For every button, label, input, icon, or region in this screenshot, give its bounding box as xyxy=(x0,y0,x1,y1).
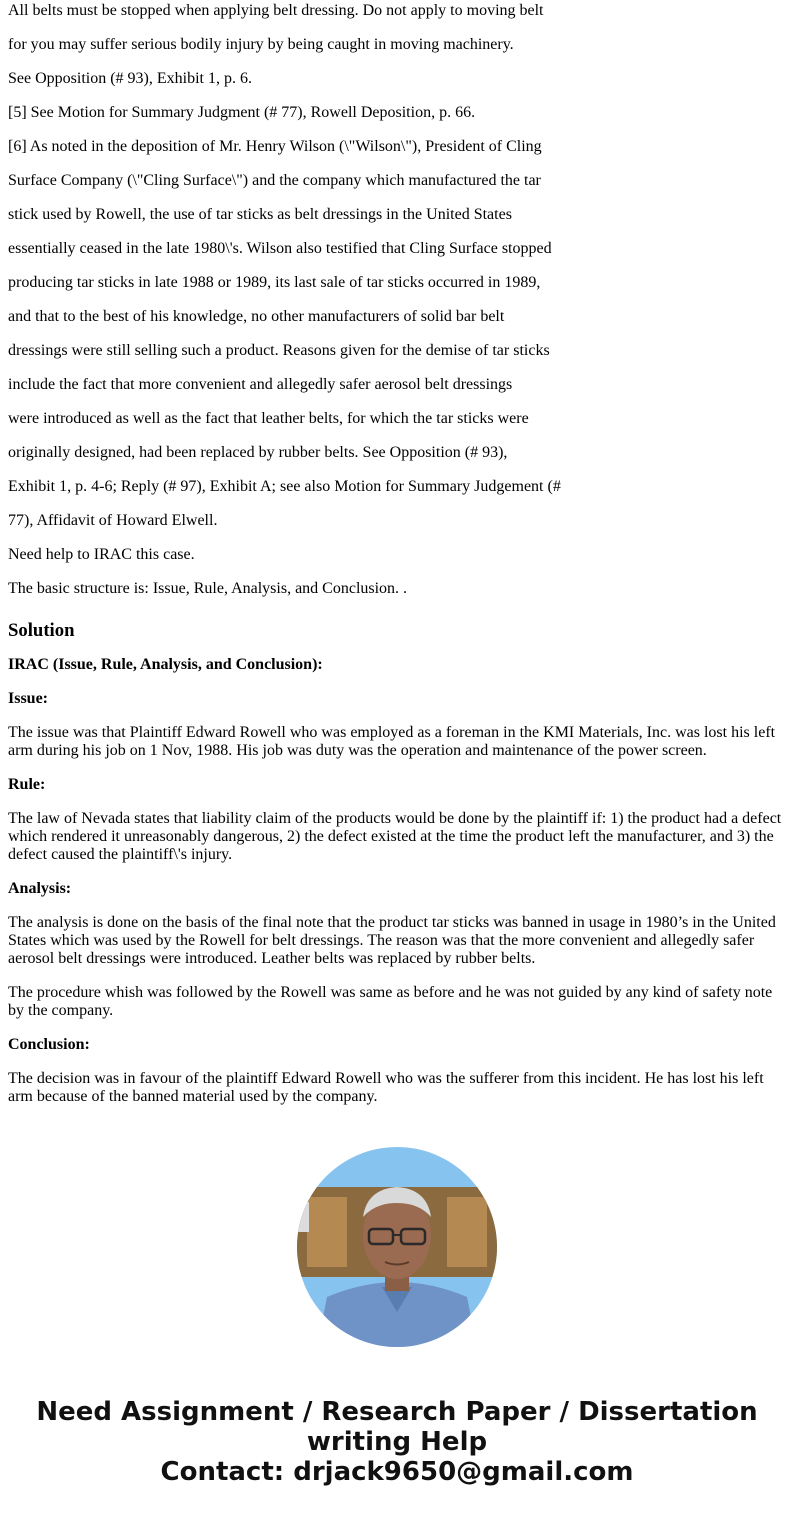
question-line: originally designed, had been replaced by rubber belts. See Opposition (# 93), xyxy=(8,444,508,461)
question-line: Need help to IRAC this case. xyxy=(8,546,195,563)
rule-text: The law of Nevada states that liability claim of the products would be done by the plaintiff if: 1) the product had a defect which rendered it unreasonably dangerous, 2) the defect existed at the time the product left the manufacturer, and 3) the defect caused the plaintiff\'s injury. xyxy=(8,810,782,863)
question-text xyxy=(8,0,786,606)
question-line: [5] See Motion for Summary Judgment (# 77), Rowell Deposition, p. 66. xyxy=(8,104,476,121)
issue-heading: Issue: xyxy=(8,690,49,707)
issue-text: The issue was that Plaintiff Edward Rowell who was employed as a foreman in the KMI Materials, Inc. was lost his left arm during his job on 1 Nov, 1988. His job was duty was the operation and maintenance of the power screen. xyxy=(8,724,776,759)
question-line: [6] As noted in the deposition of Mr. Henry Wilson (\"Wilson\"), President of Cling xyxy=(8,138,542,155)
analysis-text: The analysis is done on the basis of the final note that the product tar sticks was banned in usage in 1980’s in the United States which was used by the Rowell for belt dressings. The reason was that the more convenient and allegedly safer aerosol belt dressings were introduced. Leather belts was replaced by rubber belts. xyxy=(8,914,776,967)
question-line: stick used by Rowell, the use of tar sticks as belt dressings in the United States xyxy=(8,206,512,223)
question-line: The basic structure is: Issue, Rule, Analysis, and Conclusion. . xyxy=(8,580,408,597)
solution-title: Solution xyxy=(8,620,75,641)
rule-heading: Rule: xyxy=(8,776,46,793)
irac-heading: IRAC (Issue, Rule, Analysis, and Conclusion): xyxy=(8,656,323,673)
promo-line-1: Need Assignment / Research Paper / Dissertation xyxy=(36,1397,758,1427)
analysis-heading: Analysis: xyxy=(8,880,72,897)
question-line: for you may suffer serious bodily injury by being caught in moving machinery. xyxy=(8,36,514,53)
question-line: Exhibit 1, p. 4-6; Reply (# 97), Exhibit A; see also Motion for Summary Judgement (# xyxy=(8,478,561,495)
question-line: were introduced as well as the fact that leather belts, for which the tar sticks were xyxy=(8,410,529,427)
conclusion-heading: Conclusion: xyxy=(8,1036,90,1053)
question-line: essentially ceased in the late 1980\'s. Wilson also testified that Cling Surface stopped xyxy=(8,240,552,257)
question-line: 77), Affidavit of Howard Elwell. xyxy=(8,512,218,529)
question-line: All belts must be stopped when applying belt dressing. Do not apply to moving belt xyxy=(8,2,544,19)
promo-footer xyxy=(0,1397,794,1487)
question-line: See Opposition (# 93), Exhibit 1, p. 6. xyxy=(8,70,252,87)
question-line: include the fact that more convenient and allegedly safer aerosol belt dressings xyxy=(8,376,513,393)
promo-line-2: writing Help xyxy=(306,1427,488,1457)
promo-contact: Contact: drjack9650@gmail.com xyxy=(160,1457,634,1487)
conclusion-text: The decision was in favour of the plaintiff Edward Rowell who was the sufferer from this incident. He has lost his left arm because of the banned material used by the company. xyxy=(8,1070,764,1105)
question-line: dressings were still selling such a product. Reasons given for the demise of tar sticks xyxy=(8,342,550,359)
author-avatar xyxy=(297,1147,497,1347)
avatar-portrait xyxy=(297,1147,497,1347)
question-line: Surface Company (\"Cling Surface\") and the company which manufactured the tar xyxy=(8,172,541,189)
analysis-text-2: The procedure whish was followed by the Rowell was same as before and he was not guided by any kind of safety note by the company. xyxy=(8,984,773,1019)
solution-section xyxy=(8,620,786,1106)
question-line: and that to the best of his knowledge, no other manufacturers of solid bar belt xyxy=(8,308,505,325)
question-line: producing tar sticks in late 1988 or 1989, its last sale of tar sticks occurred in 1989, xyxy=(8,274,541,291)
